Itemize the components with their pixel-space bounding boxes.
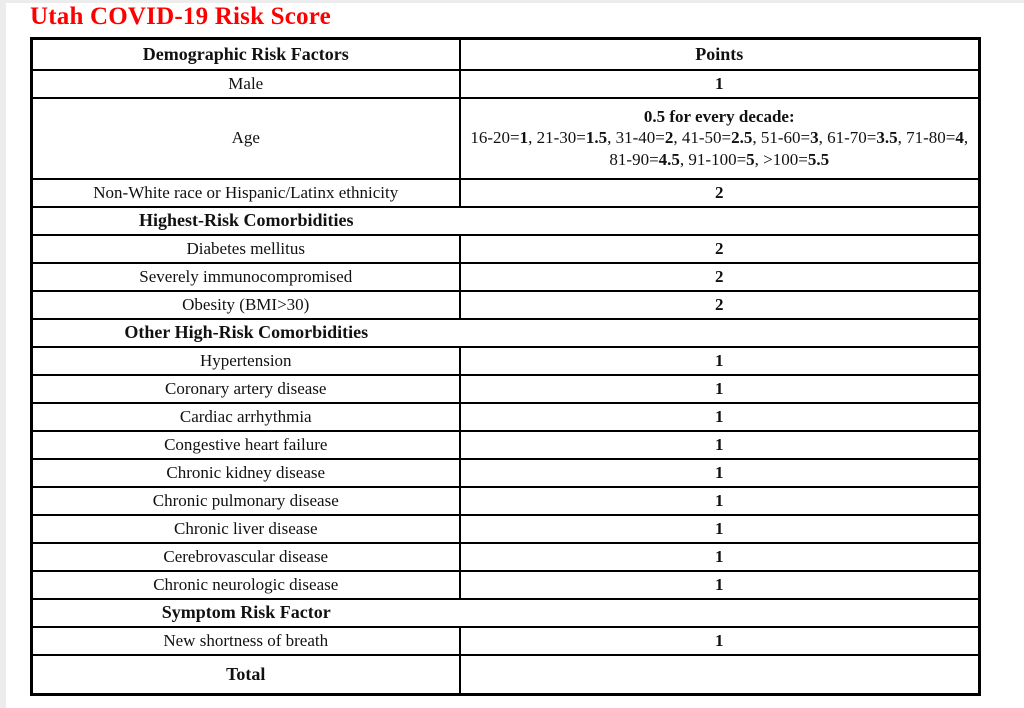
column-header-points: Points	[460, 39, 980, 70]
total-label: Total	[32, 655, 460, 695]
page-title: Utah COVID-19 Risk Score	[30, 3, 331, 30]
points-value: 1	[460, 347, 980, 375]
points-value: 2	[460, 235, 980, 263]
section-header-spacer	[460, 207, 980, 235]
table-row-item	[32, 70, 980, 98]
factor-label: Obesity (BMI>30)	[32, 291, 460, 319]
points-value: 1	[460, 375, 980, 403]
risk-table-rows	[32, 70, 980, 695]
table-row-item	[32, 571, 980, 599]
table-row-section	[32, 319, 980, 347]
table-row-item	[32, 263, 980, 291]
table-row-item	[32, 515, 980, 543]
table-row-item	[32, 543, 980, 571]
table-row-item	[32, 403, 980, 431]
factor-label: Cardiac arrhythmia	[32, 403, 460, 431]
table-row-item	[32, 487, 980, 515]
section-header-label: Other High-Risk Comorbidities	[32, 319, 460, 347]
factor-label: Chronic kidney disease	[32, 459, 460, 487]
points-value: 2	[460, 263, 980, 291]
points-value: 1	[460, 70, 980, 98]
table-row-total	[32, 655, 980, 695]
section-header-spacer	[460, 319, 980, 347]
factor-label: Non-White race or Hispanic/Latinx ethnicity	[32, 179, 460, 207]
factor-label: Congestive heart failure	[32, 431, 460, 459]
points-value: 1	[460, 487, 980, 515]
factor-label: Age	[32, 98, 460, 179]
points-value: 1	[460, 627, 980, 655]
table-row-item	[32, 459, 980, 487]
points-value: 1	[460, 459, 980, 487]
factor-label: Severely immunocompromised	[32, 263, 460, 291]
points-value: 1	[460, 431, 980, 459]
table-row-item	[32, 375, 980, 403]
table-row-section	[32, 599, 980, 627]
factor-label: Hypertension	[32, 347, 460, 375]
table-row-item	[32, 179, 980, 207]
factor-label: Chronic liver disease	[32, 515, 460, 543]
risk-score-table	[30, 37, 981, 696]
section-header-label: Highest-Risk Comorbidities	[32, 207, 460, 235]
factor-label: Chronic neurologic disease	[32, 571, 460, 599]
page-edge-left	[0, 0, 6, 708]
factor-label: Diabetes mellitus	[32, 235, 460, 263]
points-value: 1	[460, 543, 980, 571]
total-points-cell	[460, 655, 980, 695]
section-header-label: Symptom Risk Factor	[32, 599, 460, 627]
age-points-cell	[460, 98, 980, 179]
table-row-item	[32, 431, 980, 459]
factor-label: Male	[32, 70, 460, 98]
table-header-row	[32, 39, 980, 70]
table-row-item	[32, 347, 980, 375]
points-value: 2	[460, 291, 980, 319]
factor-label: New shortness of breath	[32, 627, 460, 655]
age-points-detail: 16-20=1, 21-30=1.5, 31-40=2, 41-50=2.5, 51-60=3, 61-70=3.5, 71-80=4, 81-90=4.5, 91-100=5, >100=5.5	[470, 128, 969, 169]
points-value: 1	[460, 403, 980, 431]
table-row-section	[32, 207, 980, 235]
factor-label: Cerebrovascular disease	[32, 543, 460, 571]
points-value: 1	[460, 571, 980, 599]
points-value: 1	[460, 515, 980, 543]
section-header-spacer	[460, 599, 980, 627]
factor-label: Coronary artery disease	[32, 375, 460, 403]
table-row-item	[32, 235, 980, 263]
table-row-item	[32, 627, 980, 655]
points-value: 2	[460, 179, 980, 207]
age-points-intro: 0.5 for every decade:	[643, 107, 795, 127]
table-row-item	[32, 291, 980, 319]
column-header-factors: Demographic Risk Factors	[32, 39, 460, 70]
table-row-age	[32, 98, 980, 179]
factor-label: Chronic pulmonary disease	[32, 487, 460, 515]
